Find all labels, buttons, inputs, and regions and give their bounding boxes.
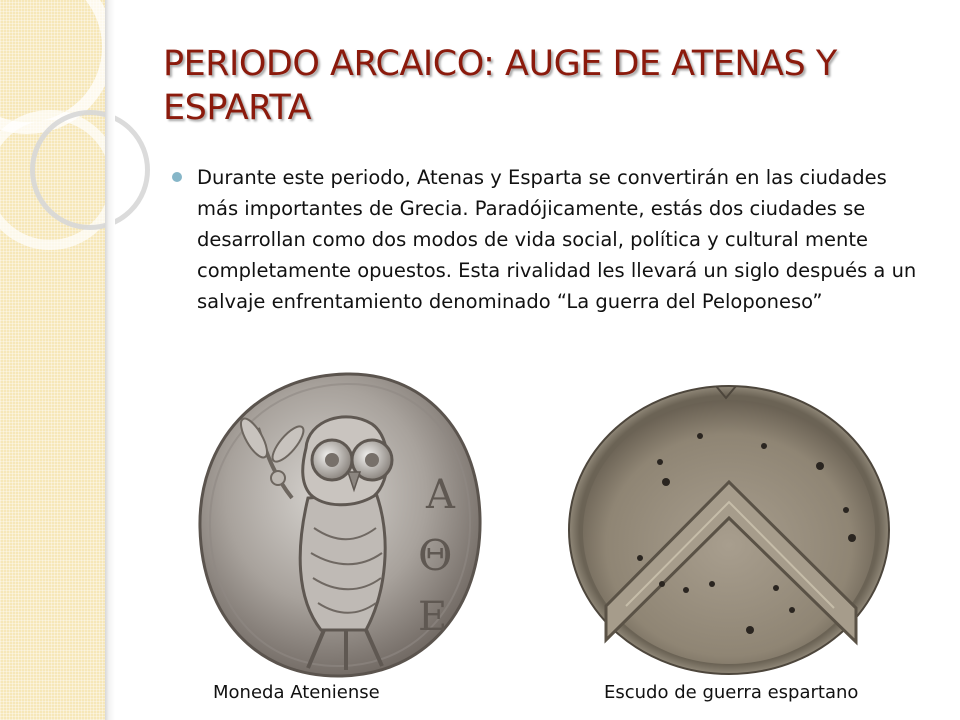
decorative-ring-overlap [30, 110, 150, 230]
athenian-coin-image [196, 368, 484, 680]
shield-caption: Escudo de guerra espartano [604, 682, 859, 703]
bullet-paragraph: Durante este periodo, Atenas y Esparta se convertirán en las ciudades más importantes de Grecia. Paradójicamente, estás dos ciudades se desarrollan como dos modos de vida social, política y cultural mente completamente opuestos. Esta rivalidad les llevará un siglo después a un salvaje enfrentamiento denominado “La guerra del Peloponeso” [197, 166, 917, 313]
coin-caption: Moneda Ateniense [213, 682, 380, 703]
side-band-edge [105, 0, 115, 720]
decorative-side-band [0, 0, 105, 720]
slide-title: PERIODO ARCAICO: AUGE DE ATENAS Y ESPARTA [163, 44, 837, 128]
spartan-shield-image [566, 378, 892, 676]
coin-letter-epsilon: Ε [418, 594, 448, 640]
coin-letter-theta: Θ [418, 531, 453, 580]
coin-letter-alpha: Α [426, 472, 455, 518]
bullet-icon [172, 172, 182, 182]
